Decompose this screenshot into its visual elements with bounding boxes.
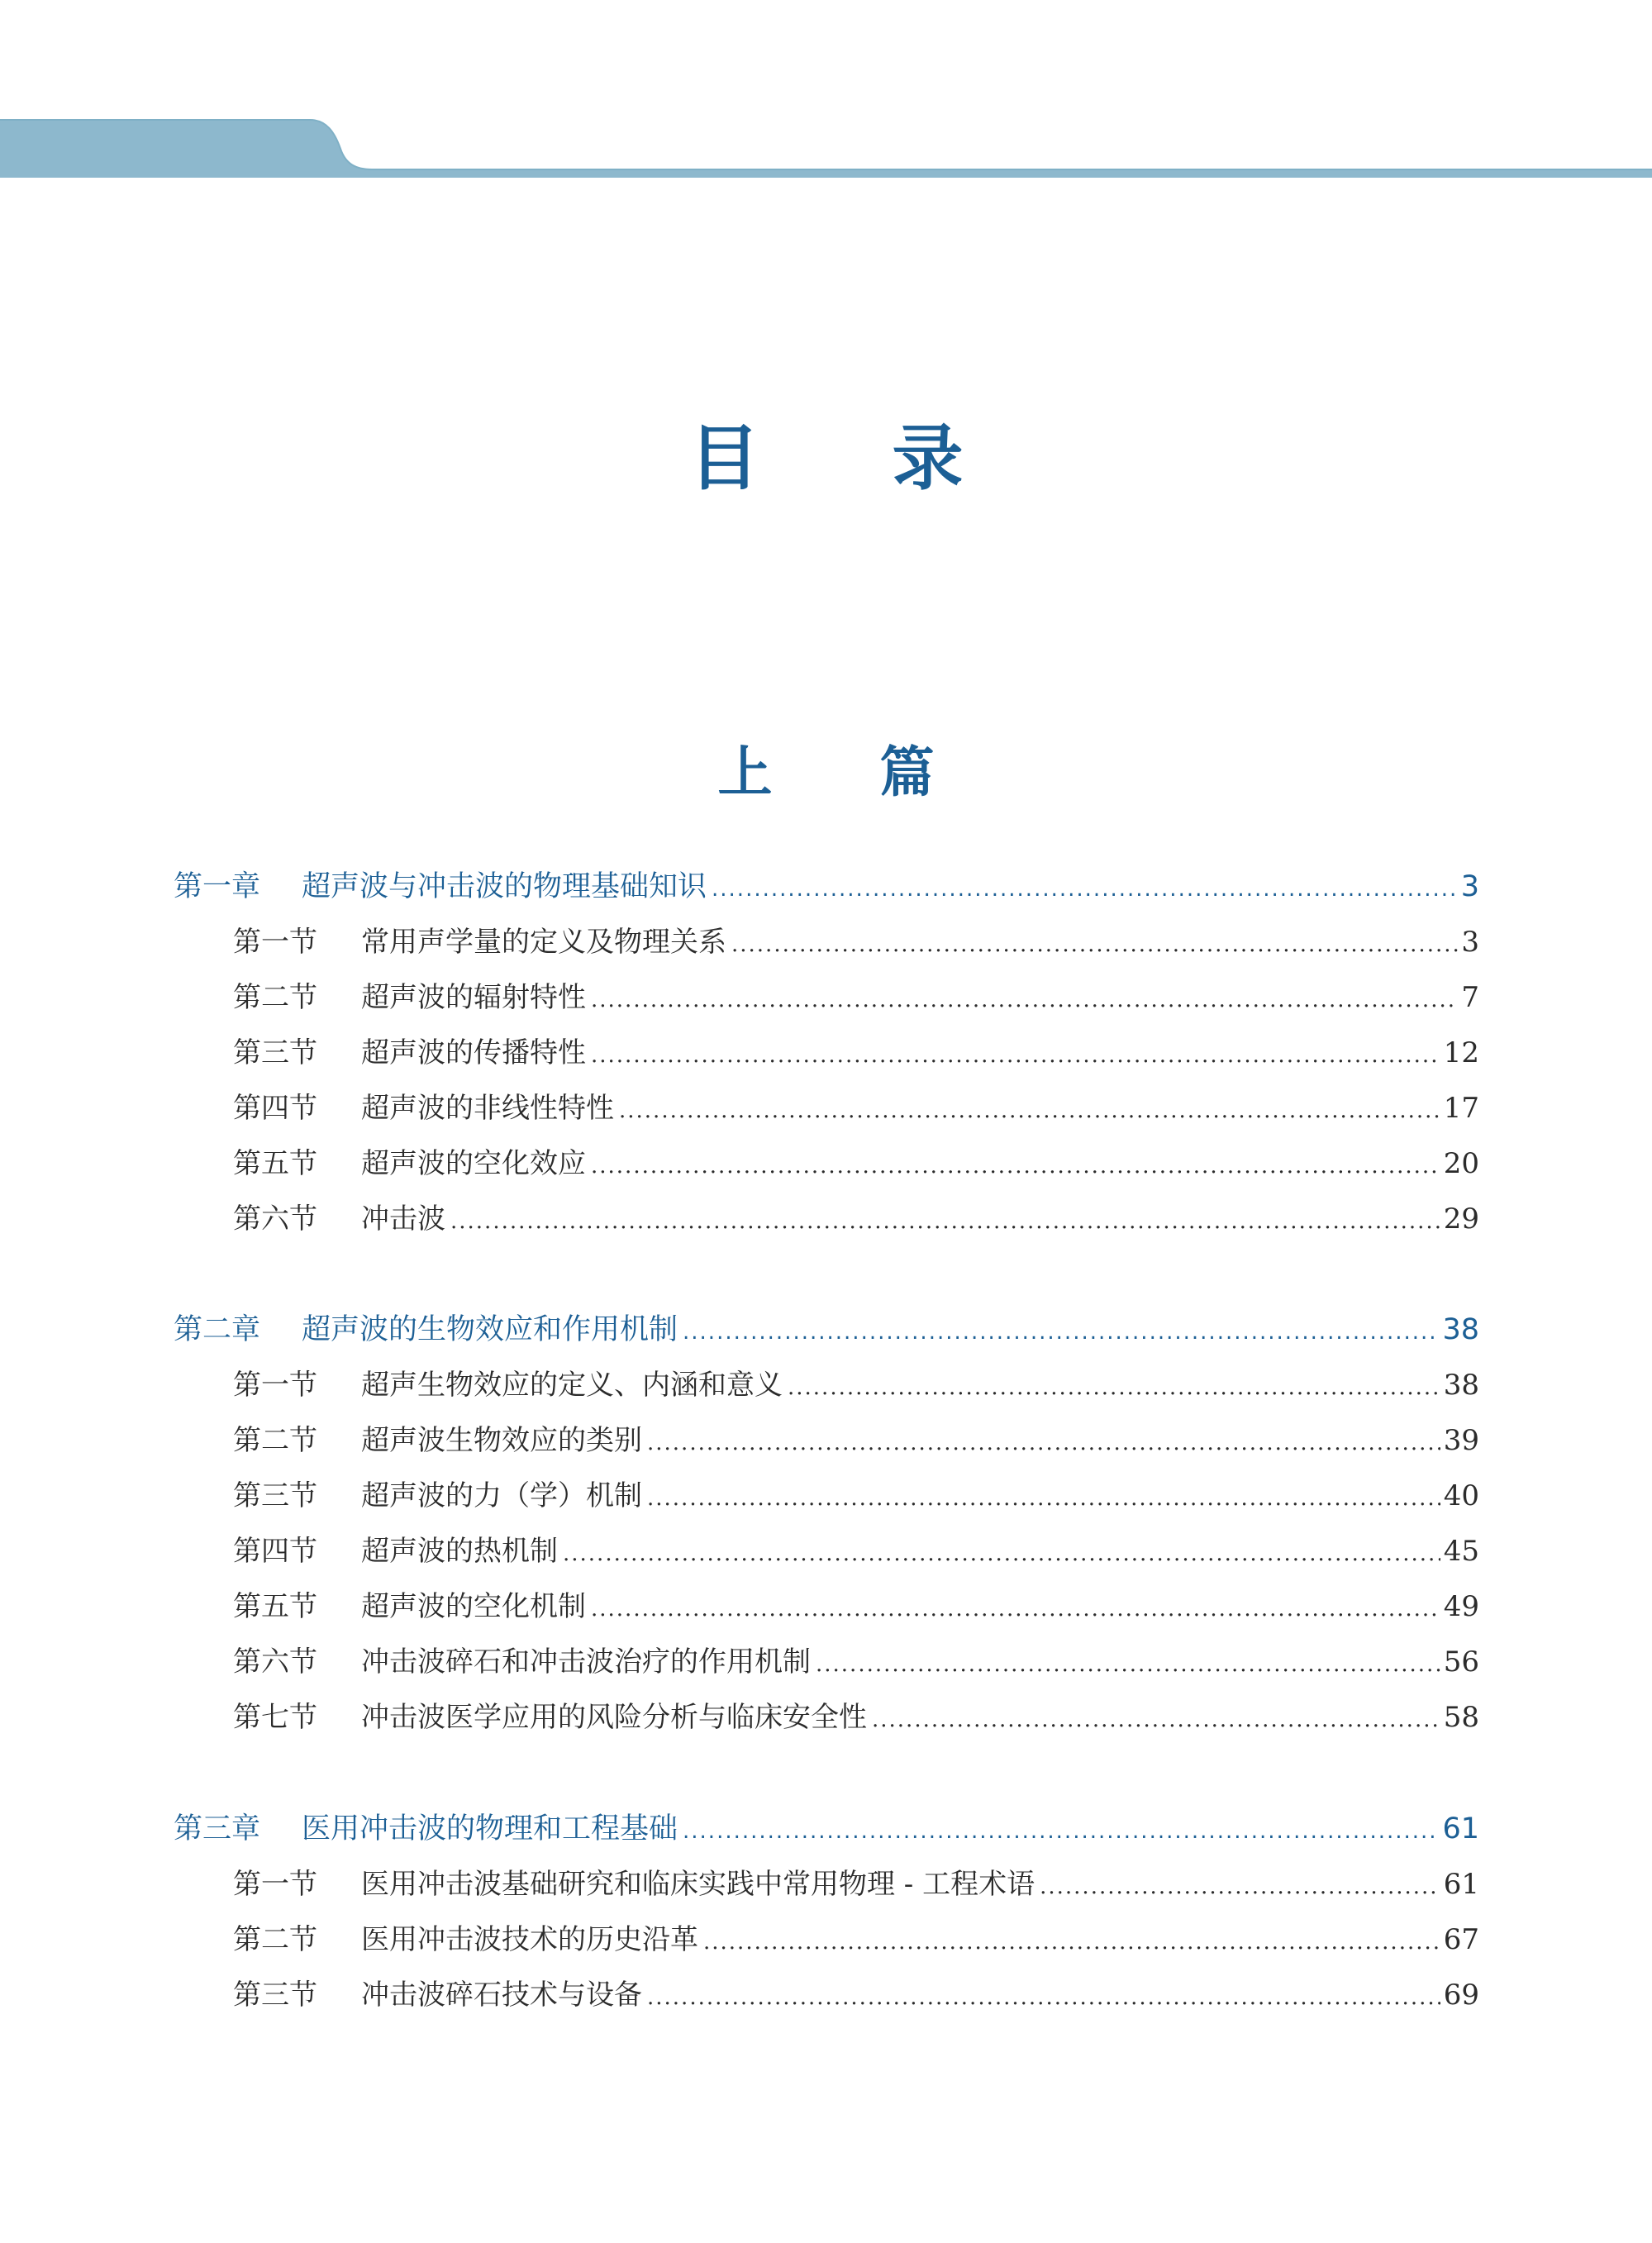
page-number: 29 [1443, 1202, 1479, 1236]
section-title: 超声波的空化效应 [361, 1147, 586, 1180]
chapter-1-section-2[interactable] [233, 974, 1479, 1021]
dot-leader [683, 1819, 1439, 1844]
dot-leader [647, 1431, 1440, 1455]
dot-leader [563, 1541, 1440, 1566]
chapter-3-section-1[interactable] [233, 1861, 1479, 1907]
section-title: 医用冲击波技术的历史沿革 [361, 1923, 698, 1956]
chapter-1-section-6[interactable] [233, 1196, 1479, 1242]
page-number: 38 [1443, 1369, 1479, 1402]
section-number: 第一节 [233, 1369, 317, 1402]
part-title: 上篇 [717, 741, 1042, 804]
chapter-2-section-6[interactable] [233, 1639, 1479, 1685]
page-number: 58 [1443, 1701, 1479, 1734]
chapter-3-section-2[interactable] [233, 1917, 1479, 1963]
chapter-1-section-3[interactable] [233, 1030, 1479, 1076]
chapter-2-section-3[interactable] [233, 1473, 1479, 1519]
section-title: 冲击波医学应用的风险分析与临床安全性 [361, 1701, 867, 1734]
chapter-1-entry[interactable] [174, 864, 1479, 910]
dot-leader [788, 1375, 1440, 1400]
dot-leader [683, 1320, 1439, 1345]
chapter-title: 医用冲击波的物理和工程基础 [302, 1812, 678, 1845]
dot-leader [712, 877, 1458, 902]
section-number: 第二节 [233, 1424, 317, 1457]
section-number: 第三节 [233, 1479, 317, 1512]
dot-leader [816, 1652, 1440, 1677]
chapter-number: 第二章 [174, 1313, 261, 1346]
dot-leader [619, 1098, 1440, 1123]
chapter-2-section-5[interactable] [233, 1583, 1479, 1630]
section-number: 第三节 [233, 1036, 317, 1069]
section-title: 常用声学量的定义及物理关系 [361, 926, 726, 959]
dot-leader [591, 1043, 1440, 1068]
chapter-2-section-1[interactable] [233, 1362, 1479, 1408]
section-number: 第一节 [233, 1868, 317, 1901]
chapter-2-section-4[interactable] [233, 1528, 1479, 1574]
header-band [0, 0, 1652, 190]
page-number: 40 [1443, 1479, 1479, 1512]
dot-leader [450, 1209, 1440, 1234]
page-number: 38 [1442, 1313, 1479, 1346]
dot-leader [647, 1985, 1440, 2010]
section-title: 冲击波 [361, 1202, 445, 1236]
page-number: 20 [1443, 1147, 1479, 1180]
section-title: 超声波生物效应的类别 [361, 1424, 642, 1457]
chapter-3-section-3[interactable] [233, 1972, 1479, 2018]
page-number: 61 [1443, 1868, 1479, 1901]
dot-leader [1040, 1874, 1440, 1899]
dot-leader [647, 1486, 1440, 1511]
page-number: 69 [1443, 1979, 1479, 2012]
chapter-number: 第一章 [174, 870, 261, 903]
page-number: 56 [1443, 1645, 1479, 1679]
section-number: 第四节 [233, 1092, 317, 1125]
chapter-1-section-4[interactable] [233, 1085, 1479, 1131]
page-number: 61 [1442, 1812, 1479, 1845]
page-number: 3 [1460, 870, 1479, 903]
chapter-number: 第三章 [174, 1812, 261, 1845]
page-number: 17 [1443, 1092, 1479, 1125]
section-title: 超声波的空化机制 [361, 1590, 586, 1623]
section-number: 第六节 [233, 1202, 317, 1236]
section-title: 超声波的非线性特性 [361, 1092, 614, 1125]
section-title: 冲击波碎石和冲击波治疗的作用机制 [361, 1645, 811, 1679]
chapter-1-section-5[interactable] [233, 1141, 1479, 1187]
section-title: 超声波的力（学）机制 [361, 1479, 642, 1512]
section-number: 第三节 [233, 1979, 317, 2012]
page-number: 7 [1461, 981, 1479, 1014]
page-number: 39 [1443, 1424, 1479, 1457]
page-number: 67 [1443, 1923, 1479, 1956]
page-number: 3 [1461, 926, 1479, 959]
dot-leader [703, 1930, 1440, 1955]
chapter-2-section-2[interactable] [233, 1417, 1479, 1464]
dot-leader [591, 1597, 1440, 1622]
section-title: 超声波的辐射特性 [361, 981, 586, 1014]
dot-leader [591, 988, 1458, 1012]
section-number: 第五节 [233, 1147, 317, 1180]
section-number: 第二节 [233, 1923, 317, 1956]
chapter-1-section-1[interactable] [233, 919, 1479, 965]
dot-leader [872, 1707, 1440, 1732]
page-title: 目录 [688, 417, 1096, 500]
page-number: 45 [1443, 1535, 1479, 1568]
page-number: 49 [1443, 1590, 1479, 1623]
chapter-title: 超声波与冲击波的物理基础知识 [302, 870, 707, 903]
section-number: 第四节 [233, 1535, 317, 1568]
section-number: 第二节 [233, 981, 317, 1014]
chapter-3-entry[interactable] [174, 1806, 1479, 1852]
section-title: 超声波的传播特性 [361, 1036, 586, 1069]
section-title: 医用冲击波基础研究和临床实践中常用物理 - 工程术语 [361, 1868, 1035, 1901]
section-title: 冲击波碎石技术与设备 [361, 1979, 642, 2012]
page-number: 12 [1443, 1036, 1479, 1069]
section-title: 超声生物效应的定义、内涵和意义 [361, 1369, 783, 1402]
dot-leader [591, 1154, 1440, 1179]
section-title: 超声波的热机制 [361, 1535, 558, 1568]
section-number: 第五节 [233, 1590, 317, 1623]
section-number: 第一节 [233, 926, 317, 959]
chapter-title: 超声波的生物效应和作用机制 [302, 1313, 678, 1346]
section-number: 第六节 [233, 1645, 317, 1679]
dot-leader [731, 932, 1458, 957]
chapter-2-entry[interactable] [174, 1307, 1479, 1353]
chapter-2-section-7[interactable] [233, 1694, 1479, 1741]
section-number: 第七节 [233, 1701, 317, 1734]
